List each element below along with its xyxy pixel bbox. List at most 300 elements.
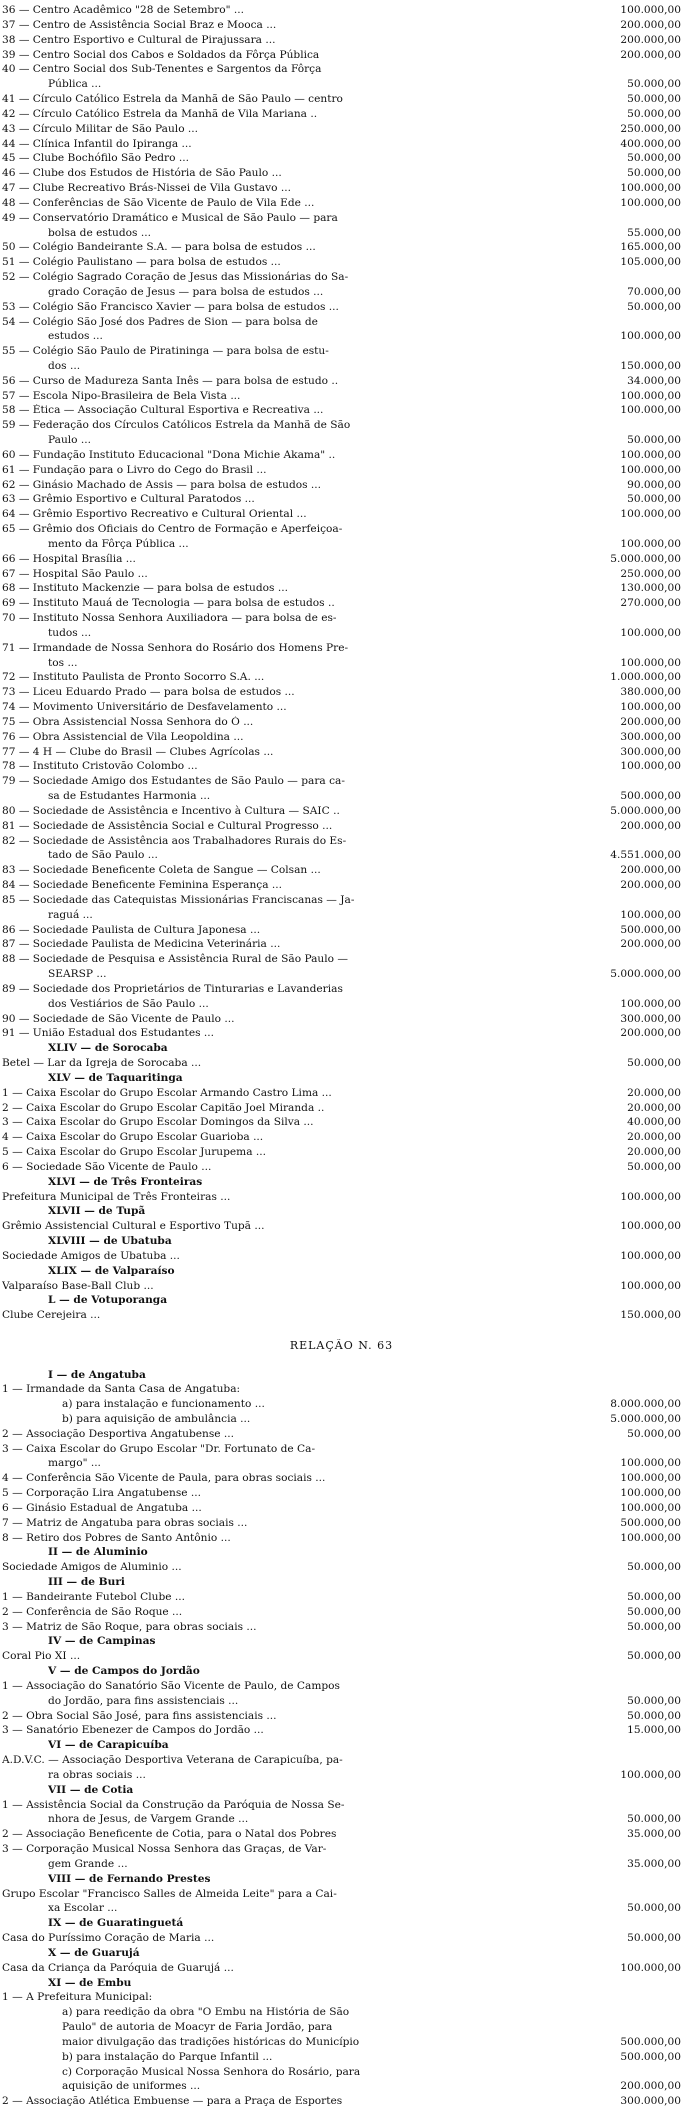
- entry-amount: 100.000,00: [620, 1220, 681, 1233]
- section-heading: [0, 1635, 683, 1648]
- entry-line: [0, 1561, 683, 1574]
- entry-line: [0, 1487, 683, 1500]
- entry-text: 60 — Fundação Instituto Educacional "Dona Michie Akama" ..: [2, 448, 336, 461]
- entry-text: IV — de Campinas: [48, 1635, 156, 1648]
- entry-line: [0, 1413, 683, 1426]
- entry-line: [0, 746, 683, 759]
- entry-text: a) para instalação e funcionamento ...: [62, 1398, 265, 1411]
- entry-text: do Jordão, para fins assistenciais ...: [48, 1694, 239, 1707]
- entry-line: [0, 849, 683, 862]
- entry-text: 49 — Conservatório Dramático e Musical de São Paulo — para: [2, 211, 338, 224]
- entry-text: 66 — Hospital Brasília ...: [2, 552, 136, 565]
- entry-line: [0, 1502, 683, 1515]
- entry-line: [0, 671, 683, 684]
- entry-line: [0, 63, 683, 76]
- entry-text: VI — de Carapicuíba: [48, 1739, 169, 1752]
- entry-text: L — de Votuporanga: [48, 1294, 168, 1307]
- entry-line: [0, 4, 683, 17]
- entry-amount: 100.000,00: [620, 1457, 681, 1470]
- entry-line: [0, 212, 683, 225]
- entry-amount: 50.000,00: [627, 1709, 681, 1722]
- entry-line: [0, 1695, 683, 1708]
- entry-text: 53 — Colégio São Francisco Xavier — para bolsa de estudos ...: [2, 300, 339, 313]
- entry-text: 80 — Sociedade de Assistência e Incentivo à Cultura — SAIC ..: [2, 804, 340, 817]
- entry-text: 70 — Instituto Nossa Senhora Auxiliadora — para bolsa de es-: [2, 612, 337, 625]
- section-heading: [0, 1873, 683, 1886]
- entry-amount: 200.000,00: [620, 48, 681, 61]
- entry-line: [0, 34, 683, 47]
- entry-text: 74 — Movimento Universitário de Desfavelamento ...: [2, 701, 287, 714]
- entry-text: VII — de Cotia: [48, 1783, 134, 1796]
- entry-amount: 200.000,00: [620, 864, 681, 877]
- entry-line: [0, 627, 683, 640]
- entry-amount: 500.000,00: [620, 923, 681, 936]
- entry-line: [0, 152, 683, 165]
- entry-line: [0, 1532, 683, 1545]
- entry-amount: 5.000.000,00: [610, 1412, 681, 1425]
- entry-line: [0, 2006, 683, 2019]
- entry-line: [0, 686, 683, 699]
- entry-line: [0, 568, 683, 581]
- entry-text: 58 — Ética — Associação Cultural Esportiva e Recreativa ...: [2, 404, 324, 417]
- entry-amount: 200.000,00: [620, 819, 681, 832]
- entry-amount: 300.000,00: [620, 2095, 681, 2108]
- entry-line: [0, 419, 683, 432]
- entry-line: [0, 968, 683, 981]
- entry-text: RELAÇÃO N. 63: [289, 1338, 394, 1352]
- entry-amount: 5.000.000,00: [610, 804, 681, 817]
- entry-amount: 100.000,00: [620, 448, 681, 461]
- entry-amount: 100.000,00: [620, 760, 681, 773]
- entry-text: XLVIII — de Ubatuba: [48, 1235, 172, 1247]
- entry-amount: 50.000,00: [627, 1590, 681, 1603]
- entry-line: [0, 1280, 683, 1293]
- entry-amount: 105.000,00: [620, 256, 681, 269]
- entry-line: [0, 1443, 683, 1456]
- entry-amount: 400.000,00: [620, 137, 681, 150]
- entry-text: III — de Buri: [48, 1576, 125, 1589]
- entry-amount: 200.000,00: [620, 18, 681, 31]
- entry-text: 57 — Escola Nipo-Brasileira de Bela Vista ...: [2, 389, 241, 402]
- entry-text: 1 — Bandeirante Futebol Clube ...: [2, 1590, 185, 1603]
- entry-line: [0, 879, 683, 892]
- entry-text: XLIX — de Valparaíso: [48, 1264, 175, 1277]
- entry-text: 45 — Clube Bochófilo São Pedro ...: [2, 152, 189, 165]
- entry-text: VIII — de Fernando Prestes: [48, 1872, 211, 1885]
- entry-line: [0, 1309, 683, 1322]
- entry-amount: 1.000.000,00: [610, 671, 681, 684]
- entry-text: b) para instalação do Parque Infantil ...: [62, 2050, 273, 2063]
- section-heading: [0, 1947, 683, 1960]
- entry-amount: 165.000,00: [620, 241, 681, 254]
- entry-amount: 50.000,00: [627, 1932, 681, 1944]
- entry-line: [0, 2051, 683, 2064]
- entry-text: 67 — Hospital São Paulo ...: [2, 567, 148, 580]
- section-heading: [0, 1917, 683, 1930]
- entry-text: 75 — Obra Assistencial Nossa Senhora do Ó ...: [2, 715, 254, 728]
- entry-amount: 500.000,00: [620, 2050, 681, 2063]
- entry-amount: 50.000,00: [627, 1561, 681, 1574]
- entry-text: 39 — Centro Social dos Cabos e Soldados da Fôrça Pública: [2, 48, 320, 61]
- entry-text: 2 — Associação Desportiva Angatubense ...: [2, 1427, 235, 1440]
- entry-amount: 100.000,00: [620, 1472, 681, 1485]
- entry-amount: 100.000,00: [620, 1531, 681, 1544]
- entry-line: [0, 938, 683, 951]
- entry-amount: 20.000,00: [627, 1146, 681, 1158]
- entry-amount: 4.551.000,00: [610, 849, 681, 862]
- entry-text: 56 — Curso de Madureza Santa Inês — para bolsa de estudo ..: [2, 374, 339, 387]
- entry-text: 50 — Colégio Bandeirante S.A. — para bolsa de estudos ...: [2, 241, 316, 254]
- entry-line: [0, 1324, 683, 1337]
- entry-line: [0, 390, 683, 403]
- section-heading: [0, 1977, 683, 1990]
- entry-text: 82 — Sociedade de Assistência aos Trabalhadores Rurais do Es-: [2, 834, 347, 847]
- entry-amount: 50.000,00: [627, 167, 681, 180]
- section-heading: [0, 1784, 683, 1797]
- entry-line: [0, 434, 683, 447]
- entry-text: I — de Angatuba: [48, 1368, 146, 1381]
- entry-line: [0, 597, 683, 610]
- entry-text: Grêmio Assistencial Cultural e Esportivo Tupã ...: [2, 1220, 265, 1233]
- entry-text: tos ...: [48, 656, 78, 669]
- entry-amount: 100.000,00: [620, 404, 681, 417]
- entry-text: 46 — Clube dos Estudos de História de São Paulo ...: [2, 167, 282, 180]
- entry-line: [0, 1813, 683, 1826]
- entry-amount: 500.000,00: [620, 1516, 681, 1529]
- entry-amount: 50.000,00: [627, 434, 681, 447]
- entry-line: [0, 1754, 683, 1767]
- entry-text: XLV — de Taquaritinga: [48, 1071, 183, 1084]
- entry-amount: 50.000,00: [627, 93, 681, 105]
- entry-text: 76 — Obra Assistencial de Vila Leopoldina ...: [2, 730, 244, 743]
- entry-text: tudos ...: [48, 626, 92, 639]
- entry-amount: 35.000,00: [627, 1828, 681, 1841]
- entry-amount: 50.000,00: [627, 493, 681, 506]
- entry-line: [0, 1591, 683, 1604]
- entry-line: [0, 493, 683, 506]
- entry-text: 40 — Centro Social dos Sub-Tenentes e Sargentos da Fôrça: [2, 63, 322, 76]
- entry-text: 52 — Colégio Sagrado Coração de Jesus das Missionárias do Sa-: [2, 271, 349, 283]
- entry-line: [0, 1191, 683, 1204]
- entry-amount: 100.000,00: [620, 1487, 681, 1500]
- entry-line: [0, 330, 683, 343]
- entry-amount: 50.000,00: [627, 1057, 681, 1069]
- entry-line: [0, 2080, 683, 2093]
- entry-line: [0, 256, 683, 269]
- entry-amount: 250.000,00: [620, 567, 681, 580]
- section-heading: [0, 1665, 683, 1678]
- entry-text: Casa da Criança da Paróquia de Guarujá ...: [2, 1961, 234, 1974]
- entry-line: [0, 1680, 683, 1693]
- entry-amount: 380.000,00: [620, 686, 681, 699]
- entry-line: [0, 953, 683, 966]
- entry-line: [0, 820, 683, 833]
- entry-amount: 15.000,00: [627, 1724, 681, 1737]
- entry-line: [0, 1250, 683, 1263]
- entry-text: 5 — Corporação Lira Angatubense ...: [2, 1487, 202, 1500]
- entry-line: [0, 449, 683, 462]
- entry-line: [0, 78, 683, 91]
- entry-text: bolsa de estudos ...: [48, 226, 151, 239]
- entry-line: [0, 1888, 683, 1901]
- section-heading: [0, 1576, 683, 1589]
- entry-text: 43 — Círculo Militar de São Paulo ...: [2, 122, 199, 135]
- entry-line: [0, 1991, 683, 2004]
- entry-text: c) Corporação Musical Nossa Senhora do Rosário, para: [62, 2065, 361, 2078]
- entry-text: 55 — Colégio São Paulo de Piratininga — para bolsa de estu-: [2, 345, 329, 358]
- entry-amount: 5.000.000,00: [610, 552, 681, 565]
- entry-line: [0, 1799, 683, 1812]
- entry-text: 1 — Associação do Sanatório São Vicente de Paulo, de Campos: [2, 1679, 340, 1692]
- entry-line: [0, 657, 683, 670]
- relation-title: [0, 1339, 683, 1352]
- entry-text: A.D.V.C. — Associação Desportiva Veterana de Carapicuíba, pa-: [2, 1754, 343, 1767]
- entry-text: 78 — Instituto Cristovão Colombo ...: [2, 760, 198, 773]
- entry-text: 7 — Matriz de Angatuba para obras sociais ...: [2, 1516, 248, 1529]
- entry-text: b) para aquisição de ambulância ...: [62, 1412, 251, 1425]
- entry-line: [0, 582, 683, 595]
- entry-text: 68 — Instituto Mackenzie — para bolsa de estudos ...: [2, 582, 288, 595]
- entry-line: [0, 760, 683, 773]
- entry-text: 2 — Obra Social São José, para fins assistenciais ...: [2, 1709, 277, 1722]
- section-heading: [0, 1176, 683, 1189]
- entry-line: [0, 2066, 683, 2079]
- entry-line: [0, 790, 683, 803]
- entry-amount: 8.000.000,00: [610, 1398, 681, 1411]
- entry-amount: 50.000,00: [627, 1605, 681, 1618]
- entry-text: 6 — Sociedade São Vicente de Paulo ...: [2, 1160, 212, 1173]
- entry-text: margo" ...: [48, 1457, 101, 1470]
- entry-amount: 50.000,00: [627, 1650, 681, 1663]
- entry-line: [0, 909, 683, 922]
- entry-text: Pública ...: [48, 78, 102, 91]
- entry-line: [0, 345, 683, 358]
- entry-amount: 500.000,00: [620, 2035, 681, 2048]
- entry-line: [0, 805, 683, 818]
- entry-text: Prefeitura Municipal de Três Fronteiras ...: [2, 1190, 231, 1203]
- entry-line: [0, 1724, 683, 1737]
- entry-text: 72 — Instituto Paulista de Pronto Socorro S.A. ...: [2, 671, 265, 684]
- entry-text: 69 — Instituto Mauá de Tecnologia — para bolsa de estudos ..: [2, 597, 335, 610]
- entry-text: 2 — Associação Atlética Embuense — para a Praça de Esportes: [2, 2095, 343, 2108]
- entry-text: 44 — Clínica Infantil do Ipiranga ...: [2, 137, 192, 150]
- entry-line: [0, 508, 683, 521]
- entry-line: [0, 731, 683, 744]
- entry-text: 54 — Colégio São José dos Padres de Sion — para bolsa de: [2, 315, 318, 328]
- entry-line: [0, 924, 683, 937]
- entry-line: [0, 138, 683, 151]
- entry-line: [0, 49, 683, 62]
- entry-line: [0, 835, 683, 848]
- entry-text: II — de Aluminio: [48, 1546, 148, 1559]
- entry-text: 3 — Caixa Escolar do Grupo Escolar "Dr. Fortunato de Ca-: [2, 1442, 316, 1455]
- entry-amount: 100.000,00: [620, 389, 681, 402]
- entry-amount: 200.000,00: [620, 938, 681, 951]
- entry-amount: 200.000,00: [620, 879, 681, 891]
- entry-amount: 50.000,00: [627, 1427, 681, 1440]
- entry-text: 48 — Conferências de São Vicente de Paulo de Vila Ede ...: [2, 196, 315, 209]
- section-heading: [0, 1205, 683, 1218]
- entry-line: [0, 716, 683, 729]
- entry-line: [0, 108, 683, 121]
- entry-amount: 100.000,00: [620, 1768, 681, 1781]
- entry-text: Grupo Escolar "Francisco Salles de Almeida Leite" para a Cai-: [2, 1887, 337, 1900]
- entry-text: 4 — Caixa Escolar do Grupo Escolar Guarioba ...: [2, 1131, 264, 1144]
- entry-line: [0, 1220, 683, 1233]
- entry-text: 77 — 4 H — Clube do Brasil — Clubes Agrícolas ...: [2, 745, 274, 758]
- section-heading: [0, 1265, 683, 1278]
- entry-amount: 100.000,00: [620, 463, 681, 476]
- entry-line: [0, 612, 683, 625]
- entry-text: Paulo" de autoria de Moacyr de Faria Jordão, para: [62, 2021, 333, 2033]
- entry-line: [0, 1398, 683, 1411]
- entry-text: 2 — Conferência de São Roque ...: [2, 1605, 183, 1618]
- entry-text: 1 — Caixa Escolar do Grupo Escolar Armando Castro Lima ...: [2, 1086, 332, 1099]
- entry-line: [0, 375, 683, 388]
- section-heading: [0, 1235, 683, 1248]
- entry-line: [0, 983, 683, 996]
- entry-text: nhora de Jesus, de Vargem Grande ...: [48, 1813, 249, 1826]
- entry-line: [0, 1146, 683, 1159]
- entry-text: 81 — Sociedade de Assistência Social e Cultural Progresso ...: [2, 819, 333, 832]
- entry-amount: 50.000,00: [627, 1902, 681, 1915]
- entry-line: [0, 1102, 683, 1115]
- entry-amount: 300.000,00: [620, 745, 681, 758]
- entry-line: [0, 1828, 683, 1841]
- section-heading: [0, 1072, 683, 1085]
- entry-amount: 20.000,00: [627, 1101, 681, 1114]
- entry-line: [0, 182, 683, 195]
- entry-amount: 34.000,00: [627, 374, 681, 387]
- entry-line: [0, 1013, 683, 1026]
- entry-text: 42 — Círculo Católico Estrela da Manhã de Vila Mariana ..: [2, 107, 318, 120]
- entry-text: 3 — Sanatório Ebenezer de Campos do Jordão ...: [2, 1724, 264, 1737]
- entry-text: ra obras sociais ...: [48, 1768, 146, 1781]
- entry-amount: 55.000,00: [627, 226, 681, 239]
- entry-line: [0, 2021, 683, 2034]
- entry-text: Clube Cerejeira ...: [2, 1309, 101, 1322]
- entry-amount: 20.000,00: [627, 1086, 681, 1099]
- entry-line: [0, 1383, 683, 1396]
- entry-text: Paulo ...: [48, 434, 92, 447]
- entry-text: 83 — Sociedade Beneficente Coleta de Sangue — Colsan ...: [2, 864, 321, 877]
- entry-line: [0, 316, 683, 329]
- entry-amount: 100.000,00: [620, 656, 681, 669]
- entry-amount: 100.000,00: [620, 4, 681, 16]
- entry-line: [0, 1932, 683, 1945]
- entry-text: 64 — Grêmio Esportivo Recreativo e Cultural Oriental ...: [2, 508, 307, 521]
- entry-line: [0, 1843, 683, 1856]
- entry-line: [0, 360, 683, 373]
- entry-amount: 200.000,00: [620, 1027, 681, 1040]
- entry-text: 90 — Sociedade de São Vicente de Paulo ...: [2, 1012, 235, 1025]
- entry-amount: 20.000,00: [627, 1131, 681, 1144]
- entry-text: dos Vestiários de São Paulo ...: [48, 997, 209, 1010]
- entry-text: 84 — Sociedade Beneficente Feminina Esperança ...: [2, 879, 283, 891]
- entry-line: [0, 864, 683, 877]
- entry-text: 6 — Ginásio Estadual de Angatuba ...: [2, 1501, 202, 1514]
- entry-text: 59 — Federação dos Círculos Católicos Estrela da Manhã de São: [2, 419, 351, 432]
- entry-line: [0, 1769, 683, 1782]
- entry-amount: 90.000,00: [627, 478, 681, 491]
- entry-amount: 100.000,00: [620, 182, 681, 194]
- entry-line: [0, 464, 683, 477]
- entry-amount: 100.000,00: [620, 626, 681, 639]
- entry-amount: 70.000,00: [627, 285, 681, 298]
- entry-line: [0, 1354, 683, 1367]
- entry-amount: 100.000,00: [620, 196, 681, 209]
- entry-amount: 100.000,00: [620, 1961, 681, 1974]
- entry-text: 36 — Centro Acadêmico "28 de Setembro" ...: [2, 4, 244, 16]
- entry-text: 71 — Irmandade de Nossa Senhora do Rosário dos Homens Pre-: [2, 641, 349, 654]
- entry-line: [0, 286, 683, 299]
- entry-line: [0, 1472, 683, 1485]
- entry-amount: 250.000,00: [620, 122, 681, 135]
- entry-text: 1 — Assistência Social da Construção da Paróquia de Nossa Se-: [2, 1798, 345, 1811]
- entry-text: aquisição de uniformes ...: [62, 2080, 201, 2093]
- entry-amount: 150.000,00: [620, 359, 681, 372]
- entry-text: 2 — Associação Beneficente de Cotia, para o Natal dos Pobres: [2, 1828, 337, 1841]
- entry-line: [0, 479, 683, 492]
- entry-line: [0, 1457, 683, 1470]
- entry-amount: 50.000,00: [627, 1160, 681, 1173]
- entry-text: 38 — Centro Esportivo e Cultural de Pirajussara ...: [2, 33, 276, 46]
- entry-line: [0, 2036, 683, 2049]
- entry-amount: 100.000,00: [620, 1279, 681, 1292]
- entry-text: V — de Campos do Jordão: [48, 1665, 200, 1678]
- entry-text: Valparaíso Base-Ball Club ...: [2, 1279, 154, 1292]
- entry-line: [0, 1116, 683, 1129]
- entry-text: 47 — Clube Recreativo Brás-Nissei de Vila Gustavo ...: [2, 182, 291, 194]
- entry-text: IX — de Guaratinguetá: [48, 1917, 184, 1930]
- entry-line: [0, 241, 683, 254]
- entry-line: [0, 167, 683, 180]
- entry-text: grado Coração de Jesus — para bolsa de estudos ...: [48, 285, 324, 298]
- entry-line: [0, 271, 683, 284]
- entry-line: [0, 538, 683, 551]
- entry-amount: 130.000,00: [620, 582, 681, 595]
- entry-text: xa Escolar ...: [48, 1902, 118, 1915]
- entry-line: [0, 701, 683, 714]
- entry-amount: 100.000,00: [620, 537, 681, 550]
- entry-amount: 100.000,00: [620, 330, 681, 343]
- entry-line: [0, 1057, 683, 1070]
- entry-line: [0, 1087, 683, 1100]
- entry-text: X — de Guarujá: [48, 1946, 140, 1959]
- entry-text: Betel — Lar da Igreja de Sorocaba ...: [2, 1057, 202, 1069]
- entry-line: [0, 19, 683, 32]
- entry-text: a) para reedição da obra "O Embu na História de São: [62, 2006, 350, 2019]
- entry-line: [0, 1858, 683, 1871]
- entry-amount: 200.000,00: [620, 33, 681, 46]
- entry-line: [0, 404, 683, 417]
- entry-amount: 50.000,00: [627, 1813, 681, 1826]
- entry-text: 3 — Caixa Escolar do Grupo Escolar Domingos da Silva ...: [2, 1116, 314, 1129]
- entry-text: gem Grande ...: [48, 1857, 128, 1870]
- entry-amount: 50.000,00: [627, 1620, 681, 1633]
- entry-line: [0, 93, 683, 106]
- entry-text: 2 — Caixa Escolar do Grupo Escolar Capitão Joel Miranda ..: [2, 1101, 325, 1114]
- entry-amount: 50.000,00: [627, 78, 681, 91]
- entry-line: [0, 894, 683, 907]
- entry-line: [0, 553, 683, 566]
- entry-line: [0, 197, 683, 210]
- entry-amount: 50.000,00: [627, 300, 681, 313]
- entry-text: sa de Estudantes Harmonia ...: [48, 790, 211, 802]
- section-heading: [0, 1042, 683, 1055]
- entry-text: 37 — Centro de Assistência Social Braz e Mooca ...: [2, 18, 277, 31]
- entry-amount: 5.000.000,00: [610, 968, 681, 980]
